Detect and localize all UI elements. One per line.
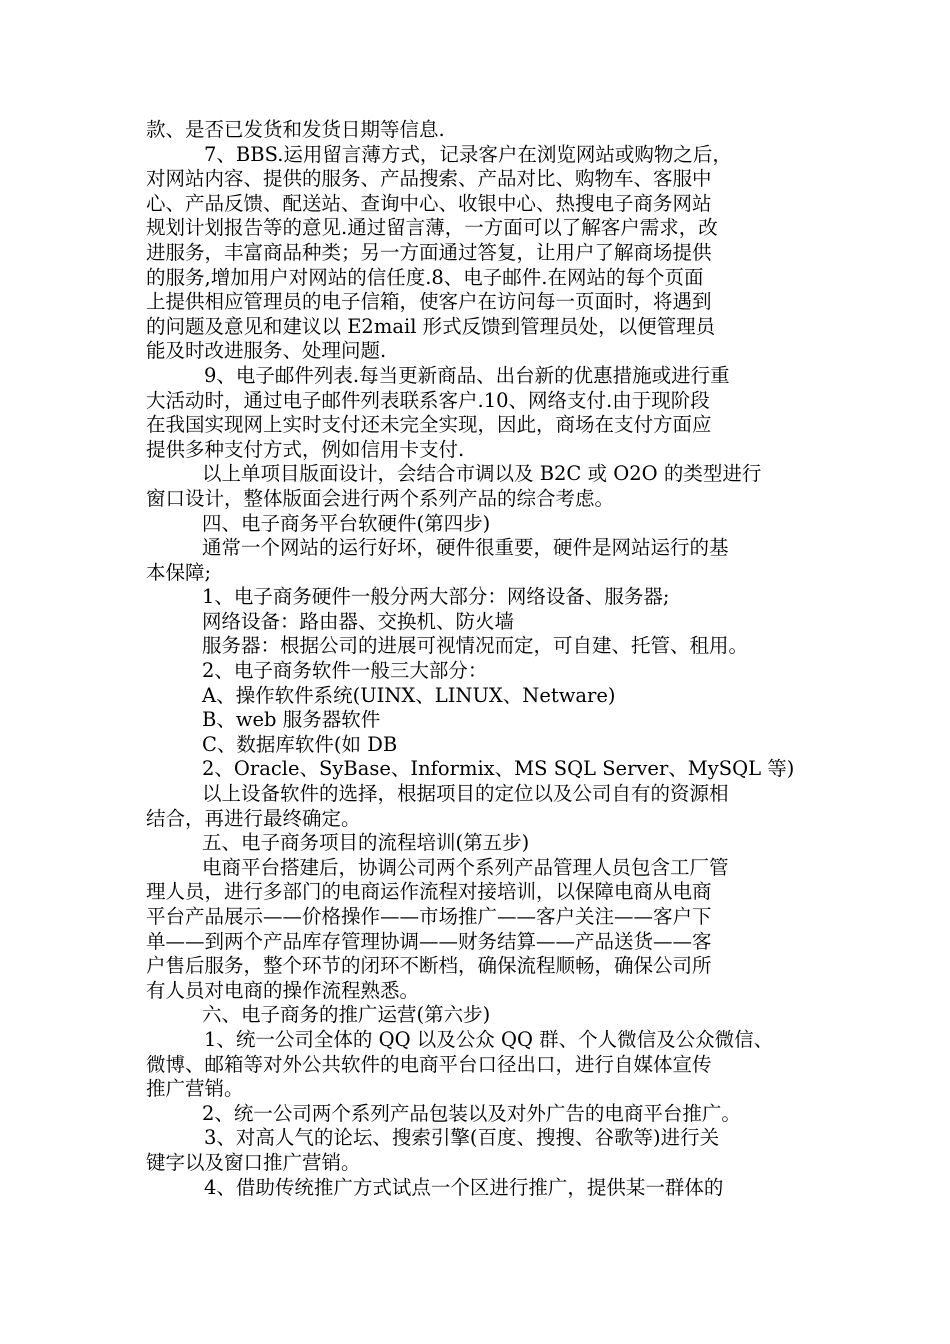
text-line: 的问题及意见和建议以 E2mail 形式反馈到管理员处，以便管理员 [146, 314, 716, 338]
text-line: 本保障; [146, 560, 212, 584]
text-line: 2、统一公司两个系列产品包装以及对外广告的电商平台推广。 [202, 1101, 741, 1125]
text-line: 大活动时，通过电子邮件列表联系客户.10、网络支付.由于现阶段 [146, 388, 710, 412]
text-line: 1、电子商务硬件一般分两大部分：网络设备、服务器; [202, 585, 670, 609]
text-line: 1、统一公司全体的 QQ 以及公众 QQ 群、个人微信及公众微信、 [204, 1027, 774, 1051]
text-line: 提供多种支付方式，例如信用卡支付. [146, 437, 465, 461]
text-line: 在我国实现网上实时支付还未完全实现，因此，商场在支付方面应 [146, 413, 712, 437]
text-line: 有人员对电商的操作流程熟悉。 [146, 978, 420, 1002]
text-line: 结合，再进行最终确定。 [146, 806, 361, 830]
text-line: 进服务，丰富商品种类；另一方面通过答复，让用户了解商场提供 [146, 240, 712, 264]
section-heading: 四、电子商务平台软硬件(第四步) [202, 511, 491, 535]
text-line: 键字以及窗口推广营销。 [146, 1150, 361, 1174]
text-line: 2、Oracle、SyBase、Informix、MS SQL Server、MySQL 等) [202, 757, 795, 781]
text-line: B、web 服务器软件 [202, 708, 381, 732]
text-line: 4、借助传统推广方式试点一个区进行推广，提供某一群体的 [204, 1175, 724, 1199]
text-line: 规划计划报告等的意见.通过留言薄，一方面可以了解客户需求，改 [146, 216, 718, 240]
text-line: 通常一个网站的运行好坏，硬件很重要，硬件是网站运行的基 [202, 536, 729, 560]
text-line: 对网站内容、提供的服务、产品搜索、产品对比、购物车、客服中 [146, 167, 712, 191]
text-line: 以上单项目版面设计，会结合市调以及 B2C 或 O2O 的类型进行 [202, 462, 762, 486]
text-line: 平台产品展示——价格操作——市场推广——客户关注——客户下 [146, 905, 712, 928]
text-line: 网络设备：路由器、交换机、防火墙 [202, 609, 515, 633]
text-line: 7、BBS.运用留言薄方式，记录客户在浏览网站或购物之后， [204, 142, 732, 166]
text-line: 微博、邮箱等对外公共软件的电商平台口径出口，进行自媒体宣传 [146, 1052, 712, 1076]
document-page [146, 118, 812, 1200]
text-line: 推广营销。 [146, 1077, 244, 1101]
text-line: 2、电子商务软件一般三大部分： [202, 659, 488, 683]
text-line: 户售后服务，整个环节的闭环不断档，确保流程顺畅，确保公司所 [146, 954, 712, 978]
text-line: 单——到两个产品库存管理协调——财务结算——产品送货——客 [146, 929, 712, 953]
text-line: 以上设备软件的选择，根据项目的定位以及公司自有的资源相 [202, 782, 729, 806]
text-line: 上提供相应管理员的电子信箱，使客户在访问每一页面时，将遇到 [146, 290, 712, 314]
text-line: 窗口设计，整体版面会进行两个系列产品的综合考虑。 [146, 486, 615, 510]
text-line: 心、产品反馈、配送站、查询中心、收银中心、热搜电子商务网站 [146, 191, 712, 215]
text-line: 电商平台搭建后，协调公司两个系列产品管理人员包含工厂管 [202, 855, 729, 879]
text-line: 能及时改进服务、处理问题. [146, 339, 387, 363]
text-line: 理人员，进行多部门的电商运作流程对接培训，以保障电商从电商 [146, 880, 712, 904]
text-line: 3、对高人气的论坛、搜索引擎(百度、搜搜、谷歌等)进行关 [204, 1126, 720, 1150]
text-line: 款、是否已发货和发货日期等信息. [146, 118, 445, 141]
section-heading: 六、电子商务的推广运营(第六步) [202, 1003, 491, 1027]
text-line: C、数据库软件(如 DB [202, 732, 398, 756]
text-line: 的服务,增加用户对网站的信任度.8、电子邮件.在网站的每个页面 [146, 265, 704, 289]
text-line: A、操作软件系统(UINX、LINUX、Netware) [202, 683, 616, 707]
text-line: 服务器：根据公司的进展可视情况而定，可自建、托管、租用。 [202, 634, 749, 658]
section-heading: 五、电子商务项目的流程培训(第五步) [202, 831, 530, 855]
text-line: 9、电子邮件列表.每当更新商品、出台新的优惠措施或进行重 [204, 363, 730, 387]
